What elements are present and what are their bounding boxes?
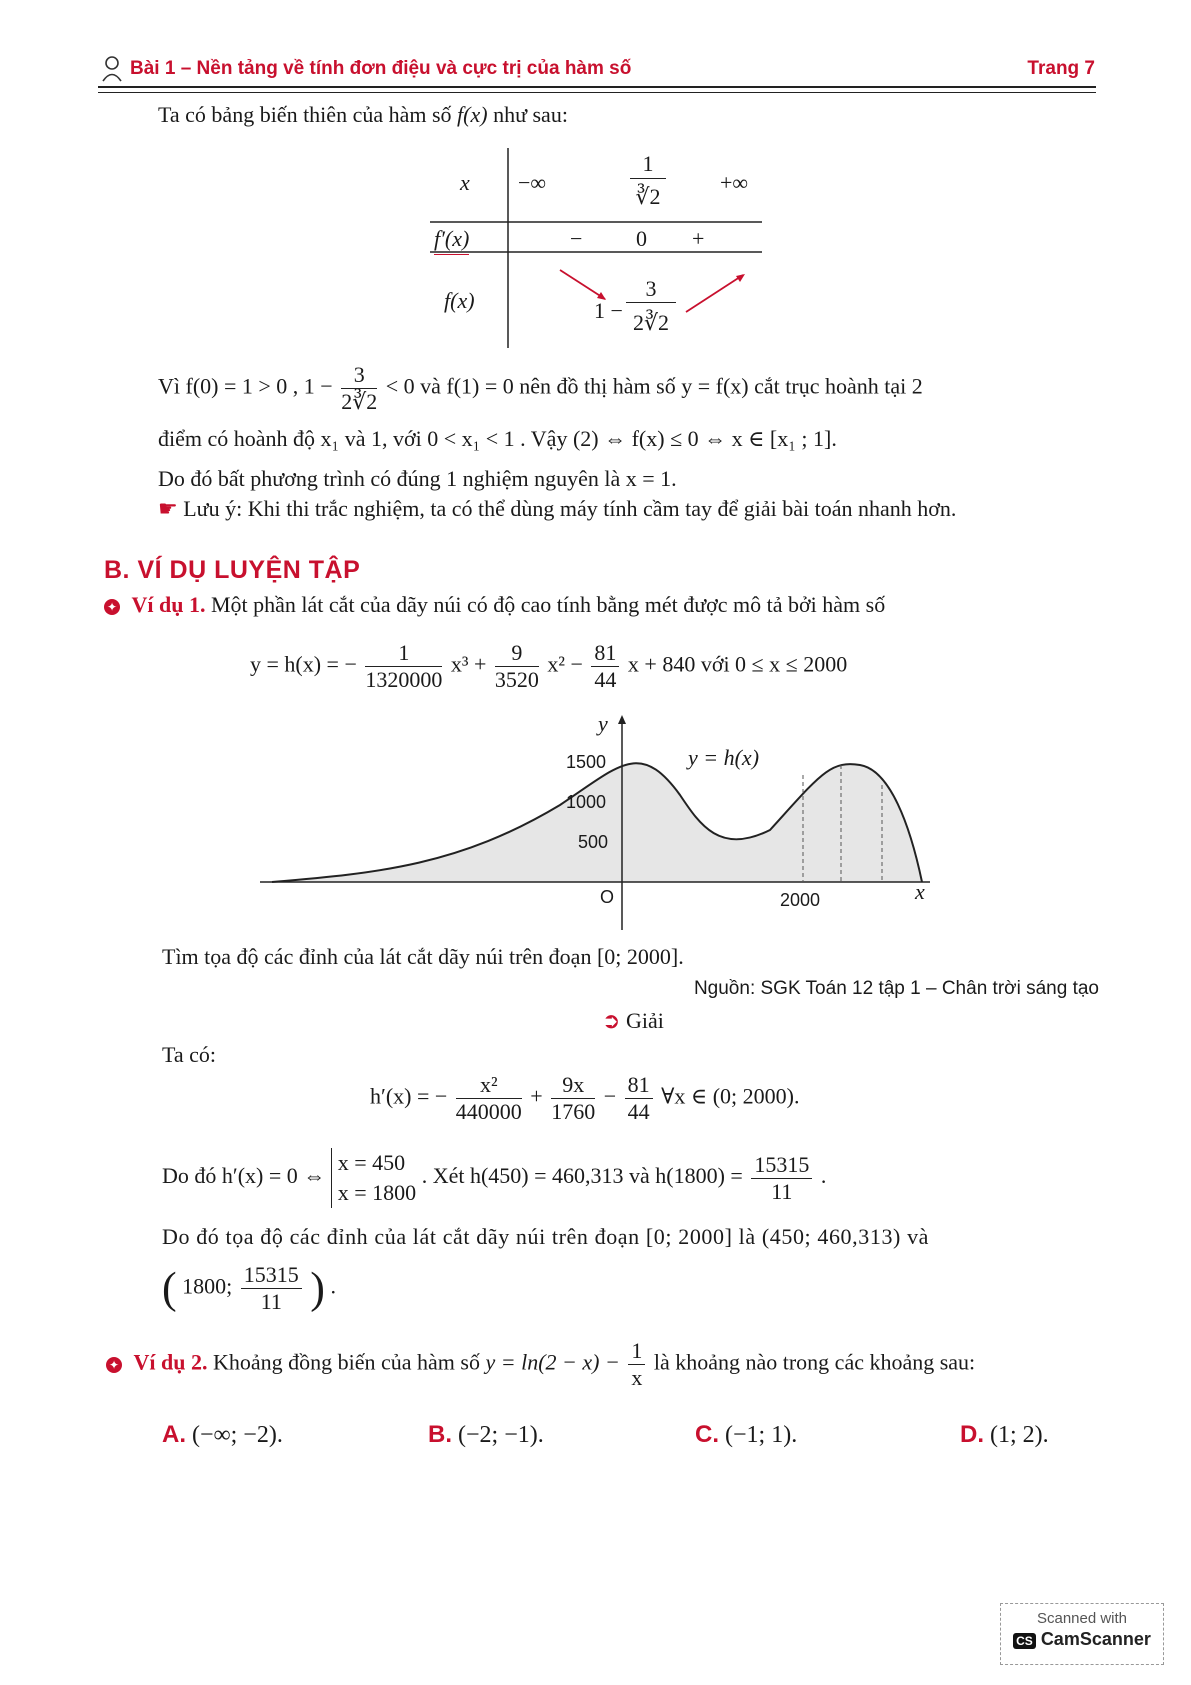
header-rule bbox=[98, 86, 1096, 88]
variation-table: x f′(x) f(x) −∞ 1 ∛2 +∞ − 0 + 1 − 3 2∛2 bbox=[434, 151, 749, 335]
conclusion-line2: ( 1800; $\frac{15315}{11}$ ) . bbox=[162, 1262, 336, 1314]
example-bullet-icon: ✦ bbox=[106, 1357, 122, 1373]
camscanner-logo-icon: CS bbox=[1013, 1633, 1036, 1649]
solution-title: ➲ Giải bbox=[602, 1008, 664, 1033]
example1-intro: ✦ Ví dụ 1. Một phần lát cắt của dãy núi có độ cao tính bằng mét được mô tả bởi hàm số bbox=[104, 590, 885, 620]
note-line: ☛ Lưu ý: Khi thi trắc nghiệm, ta có thể dùng máy tính cầm tay để giải bài toán nhanh hơn. bbox=[158, 496, 957, 521]
page-header bbox=[100, 56, 1095, 82]
page-number: Trang 7 bbox=[1027, 58, 1095, 79]
solution-tacó: Ta có: bbox=[162, 1042, 217, 1067]
arrow-icon: ➲ bbox=[602, 1008, 621, 1033]
teacher-icon bbox=[100, 56, 124, 82]
para1-line1: Vì f(0) = 1 > 0 , 1 − $\frac{3}{2∛2}$ < 0 và f(1) = 0 nên đồ thị hàm số y = f(x) cắt trục hoành tại 2 bbox=[158, 362, 923, 414]
pointing-hand-icon: ☛ bbox=[158, 496, 178, 521]
mountain-graph: y x O 1500 1000 500 2000 y = h(x) bbox=[260, 715, 940, 930]
example2-intro: ✦ Ví dụ 2. Khoảng đồng biến của hàm số y = ln(2 − x) − $\frac{1}{x}$ là khoảng nào trong các khoảng sau: bbox=[106, 1338, 975, 1391]
para1-line2: điểm có hoành độ x₁ và 1, với 0 < x₁ < 1 . Vậy (2) ⇔ f(x) ≤ 0 ⇔ x ∈ [x₁ ; 1]. bbox=[158, 426, 837, 451]
option-a[interactable]: A. (−∞; −2). bbox=[162, 1421, 283, 1448]
option-c[interactable]: C. (−1; 1). bbox=[695, 1421, 798, 1448]
para1-line3: Do đó bất phương trình có đúng 1 nghiệm nguyên là x = 1. bbox=[158, 466, 677, 491]
chapter-title: Bài 1 – Nền tảng về tính đơn điệu và cực trị của hàm số bbox=[130, 58, 632, 79]
source-note: Nguồn: SGK Toán 12 tập 1 – Chân trời sáng tạo bbox=[693, 978, 1099, 999]
camscanner-watermark: Scanned with CS CamScanner bbox=[1000, 1603, 1164, 1665]
example1-formula: y = h(x) = − $\frac{1}{1320000}$ x³ + $\frac{9}{3520}$ x² − $\frac{81}{44}$ x + 840 với 0 ≤ x ≤ 2000 bbox=[250, 640, 848, 692]
example-bullet-icon: ✦ bbox=[104, 599, 120, 615]
roots-line: Do đó h′(x) = 0 ⇔ x = 450 x = 1800 . Xét h(450) = 460,313 và h(1800) = $\frac{15315}{11}$ . bbox=[162, 1148, 826, 1208]
section-title: B. VÍ DỤ LUYỆN TẬP bbox=[104, 556, 361, 584]
intro-line: Ta có bảng biến thiên của hàm số f(x) như sau: bbox=[158, 102, 568, 127]
option-d[interactable]: D. (1; 2). bbox=[960, 1421, 1049, 1448]
header-rule-thin bbox=[98, 92, 1096, 93]
option-b[interactable]: B. (−2; −1). bbox=[428, 1421, 544, 1448]
conclusion-line1: Do đó tọa độ các đỉnh của lát cắt dãy núi trên đoạn [0; 2000] là (450; 460,313) và bbox=[162, 1224, 930, 1249]
example1-question: Tìm tọa độ các đỉnh của lát cắt dãy núi trên đoạn [0; 2000]. bbox=[162, 944, 684, 969]
derivative-formula: h′(x) = − $\frac{\text{x²}}{440000}$ + $\frac{9x}{1760}$ − $\frac{81}{44}$ ∀x ∈ (0; 2000). bbox=[370, 1072, 800, 1124]
